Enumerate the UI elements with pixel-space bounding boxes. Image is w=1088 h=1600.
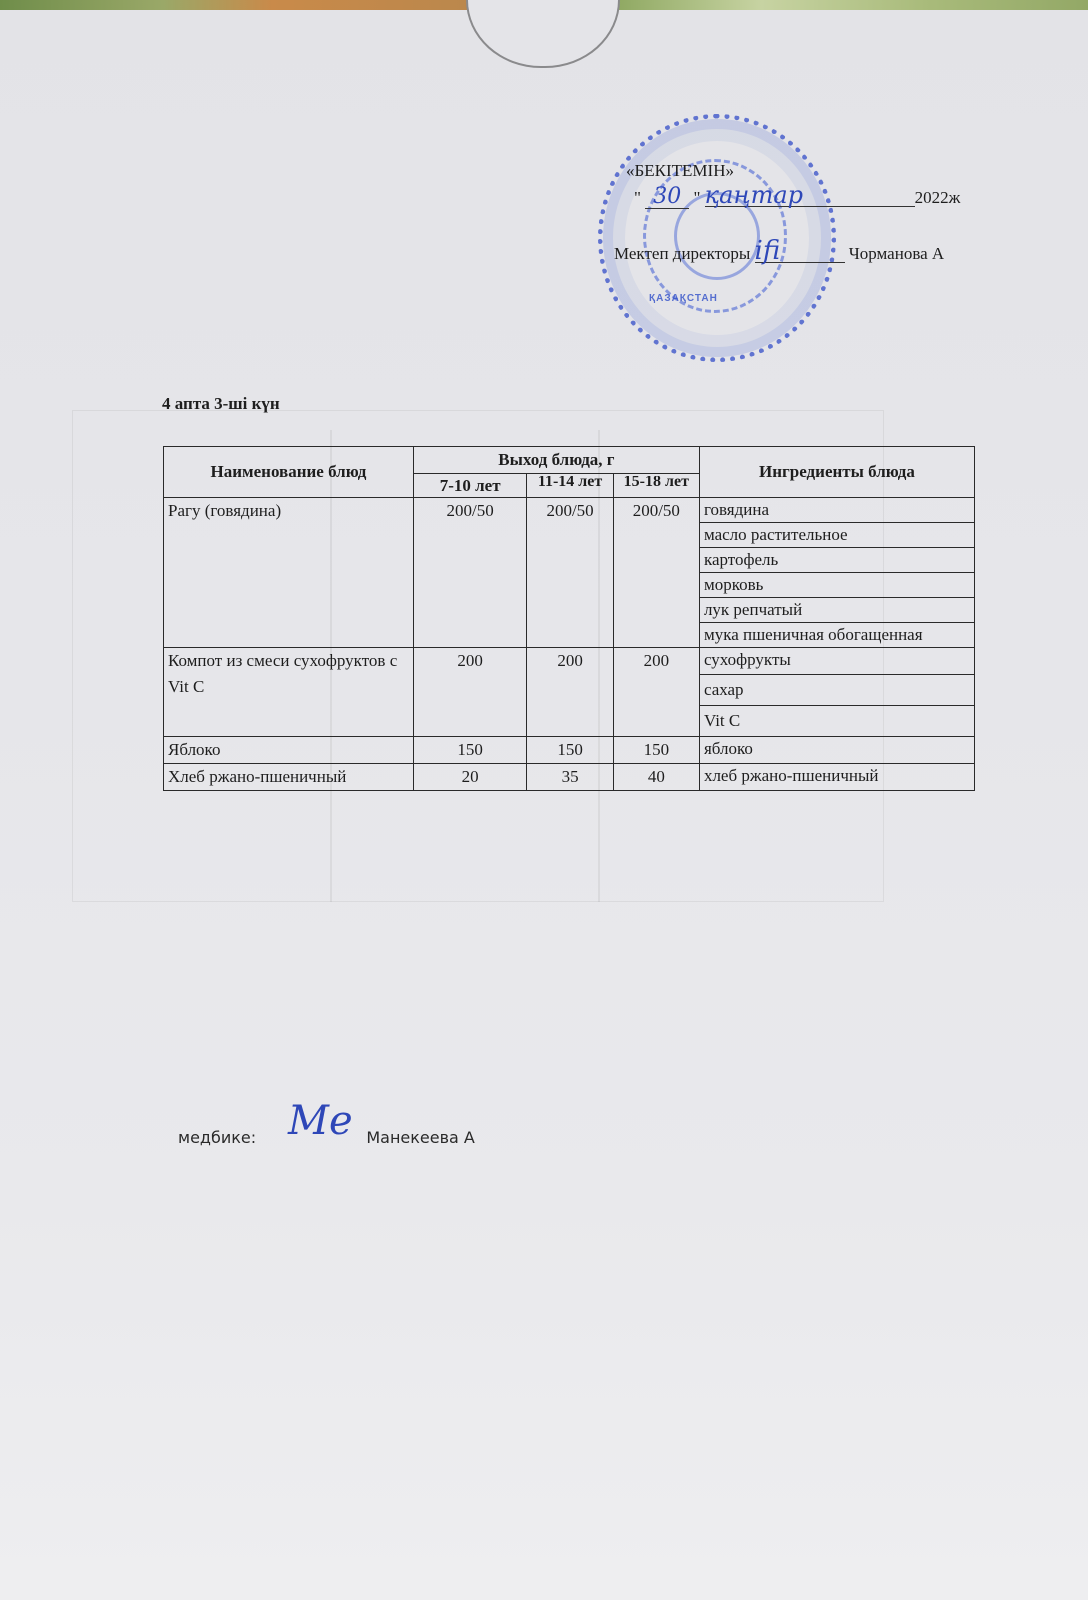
ingredient: мука пшеничная обогащенная [699, 623, 974, 648]
ingredient: масло растительное [699, 523, 974, 548]
header-age-7-10: 7-10 лет [413, 474, 527, 498]
yield-11-14: 200 [527, 648, 613, 737]
yield-7-10: 200/50 [413, 498, 527, 648]
dish-name: Рагу (говядина) [164, 498, 414, 648]
document-page [0, 10, 1088, 1600]
ingredient: Vit C [699, 706, 974, 737]
nurse-name: Манекеева А [366, 1128, 475, 1147]
ingredient: морковь [699, 573, 974, 598]
ingredient: говядина [699, 498, 974, 523]
stamp-label: ҚАЗАҚСТАН [649, 293, 718, 304]
table-row [164, 737, 975, 764]
menu-table [163, 446, 975, 791]
approval-date [634, 181, 961, 209]
director-name: Чорманова А [848, 244, 945, 263]
date-month: қаңтар [705, 184, 915, 207]
yield-11-14: 35 [527, 764, 613, 791]
ingredient: хлеб ржано-пшеничный [699, 764, 974, 791]
official-stamp [598, 114, 836, 362]
table-row [164, 764, 975, 791]
yield-11-14: 200/50 [527, 498, 613, 648]
director-label: Мектеп директоры [614, 244, 751, 263]
date-quote-close: " [693, 188, 701, 207]
date-year: 2022ж [914, 188, 961, 207]
document-title: 4 апта 3-ші күн [162, 394, 280, 413]
table-row [164, 498, 975, 523]
header-age-11-14: 11-14 лет [527, 474, 613, 498]
header-age-15-18: 15-18 лет [613, 474, 699, 498]
yield-7-10: 150 [413, 737, 527, 764]
header-ingredients: Ингредиенты блюда [699, 447, 974, 498]
nurse-signature: Me [288, 1098, 353, 1144]
sheet-protector-notch [466, 0, 620, 68]
yield-15-18: 200 [613, 648, 699, 737]
dish-name: Хлеб ржано-пшеничный [164, 764, 414, 791]
dish-name: Яблоко [164, 737, 414, 764]
director-signature: ifi [755, 240, 845, 263]
yield-7-10: 200 [413, 648, 527, 737]
date-quote-open: " [634, 188, 641, 207]
ingredient: лук репчатый [699, 598, 974, 623]
ingredient: сухофрукты [699, 648, 974, 675]
dish-name: Компот из смеси сухофруктов с Vit C [164, 648, 414, 737]
yield-11-14: 150 [527, 737, 613, 764]
ingredient: сахар [699, 675, 974, 706]
yield-15-18: 200/50 [613, 498, 699, 648]
director-line [614, 236, 945, 266]
approval-heading: «БЕКІТЕМІН» [626, 161, 734, 180]
yield-15-18: 40 [613, 764, 699, 791]
header-yield-group: Выход блюда, г [413, 447, 699, 474]
yield-7-10: 20 [413, 764, 527, 791]
table-row [164, 648, 975, 675]
ingredient: картофель [699, 548, 974, 573]
header-dish-name: Наименование блюд [164, 447, 414, 498]
date-day: 30 [645, 186, 689, 209]
yield-15-18: 150 [613, 737, 699, 764]
ingredient: яблоко [699, 737, 974, 764]
nurse-label: медбике: [178, 1128, 257, 1147]
